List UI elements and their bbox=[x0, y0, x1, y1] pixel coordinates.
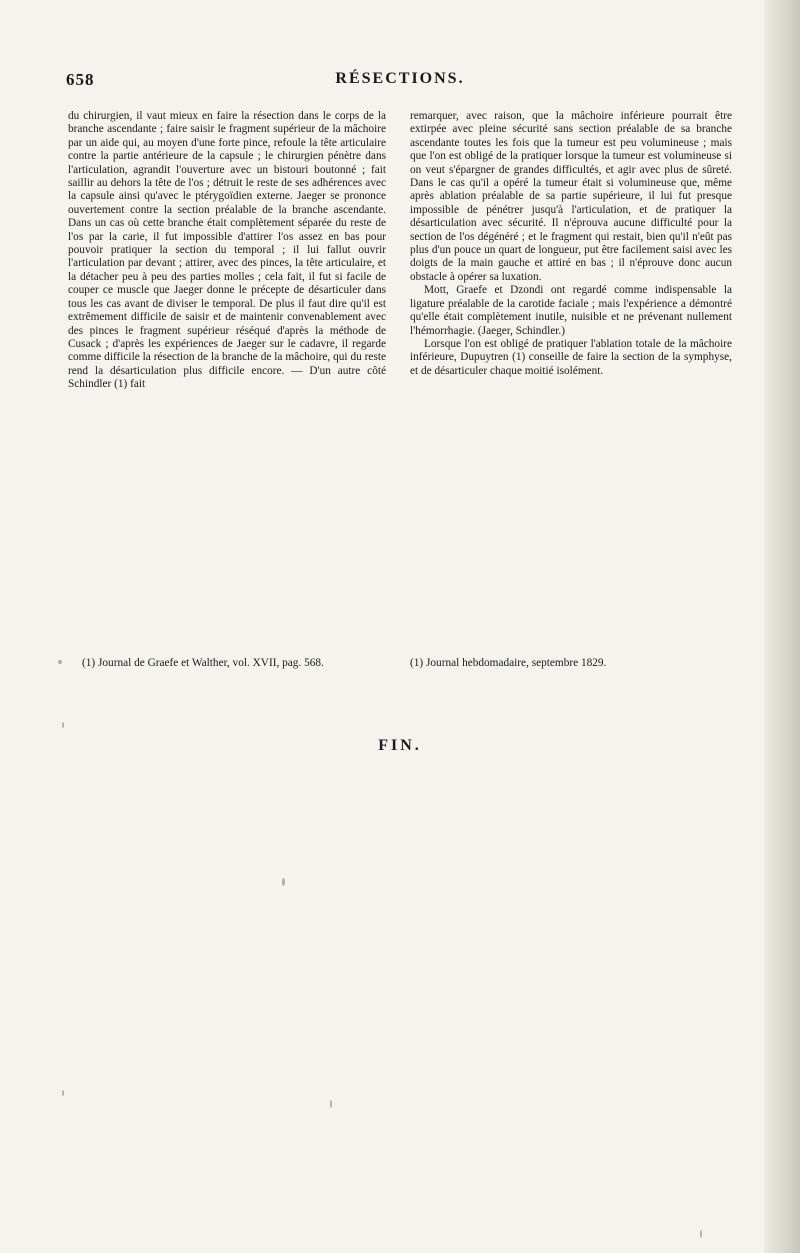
footnote-left: (1) Journal de Graefe et Walther, vol. XVII, pag. 568. bbox=[82, 657, 324, 669]
running-title: RÉSECTIONS. bbox=[335, 70, 465, 87]
ink-speck bbox=[700, 1230, 702, 1238]
ink-speck bbox=[330, 1100, 332, 1108]
page-edge-shadow bbox=[764, 0, 800, 1253]
left-paragraph: du chirurgien, il vaut mieux en faire la résection dans le corps de la branche ascendante ; faire saisir le fragment supérieur de la mâchoire par un aide qui, au moyen d'une forte pince, refoule la tête articulaire contre la partie antérieure de la capsule ; le chirurgien pénètre dans l'articulation, agrandit l'ouverture avec un bistouri boutonné ; fait saillir au dehors la tête de l'os ; détruit le reste de ses adhérences avec la capsule ainsi qu'avec le ptérygoïdien externe. Jaeger se prononce ouvertement contre la section préalable de la branche ascendante. Dans un cas où cette branche était complètement séparée du reste de l'os par la carie, il fut impossible d'attirer l'os assez en bas pour pouvoir pratiquer la section du temporal ; il lui fallut ouvrir l'articulation par devant ; attirer, avec des pinces, la tête articulaire, et la détacher peu à peu des parties molles ; cela fait, il fut si facile de couper ce muscle que Jaeger donne le précepte de désarticuler dans tous les cas avant de diviser le temporal. De plus il faut dire qu'il est extrêmement difficile de saisir et de maintenir convenablement avec des pinces le fragment supérieur réséqué d'après la méthode de Cusack ; d'après les expériences de Jaeger sur le cadavre, il regarde comme difficile la résection de la branche de la mâchoire, qui du reste rend la désarticulation plus difficile encore. — D'un autre côté Schindler (1) fait bbox=[68, 110, 386, 391]
footnote-right: (1) Journal hebdomadaire, septembre 1829. bbox=[410, 657, 607, 669]
page-header bbox=[0, 70, 800, 92]
left-text-column bbox=[68, 110, 386, 392]
ink-speck bbox=[282, 878, 285, 886]
right-paragraph: Mott, Graefe et Dzondi ont regardé comme indispensable la ligature préalable de la carotide faciale ; mais l'expérience a démontré qu'elle était complètement inutile, nuisible et ne prévenant nullement l'hémorrhagie. (Jaeger, Schindler.) bbox=[410, 284, 732, 337]
ink-speck bbox=[58, 660, 62, 664]
right-paragraph: Lorsque l'on est obligé de pratiquer l'ablation totale de la mâchoire inférieure, Dupuytren (1) conseille de faire la section de la symphyse, et de désarticuler chaque moitié isolément. bbox=[410, 337, 732, 377]
ink-speck bbox=[62, 722, 64, 728]
right-text-column bbox=[410, 110, 732, 378]
end-mark: FIN. bbox=[378, 737, 422, 754]
right-paragraph: remarquer, avec raison, que la mâchoire inférieure pourrait être extirpée avec pleine sécurité sans section préalable de sa branche ascendante toutes les fois que la tumeur est peu volumineuse ; mais que l'on est obligé de la pratiquer lorsque la tumeur est volumineuse si on veut s'épargner de grandes difficultés, et agir avec plus de sûreté. Dans le cas qu'il a opéré la tumeur était si volumineuse que, même après ablation préalable de sa partie supérieure, il lui fut presque impossible de pénétrer jusqu'à l'articulation, et de pratiquer la désarticulation avec sécurité. Il n'éprouva aucune difficulté pour la section de l'os dégénéré ; et le fragment qui restait, bien qu'il n'eût pas plus d'un pouce un quart de longueur, put être facilement saisi avec les doigts de la main gauche et attiré en bas ; il n'éprouve donc aucun obstacle à opérer sa luxation. bbox=[410, 110, 732, 283]
ink-speck bbox=[62, 1090, 64, 1096]
page-number: 658 bbox=[66, 70, 95, 89]
